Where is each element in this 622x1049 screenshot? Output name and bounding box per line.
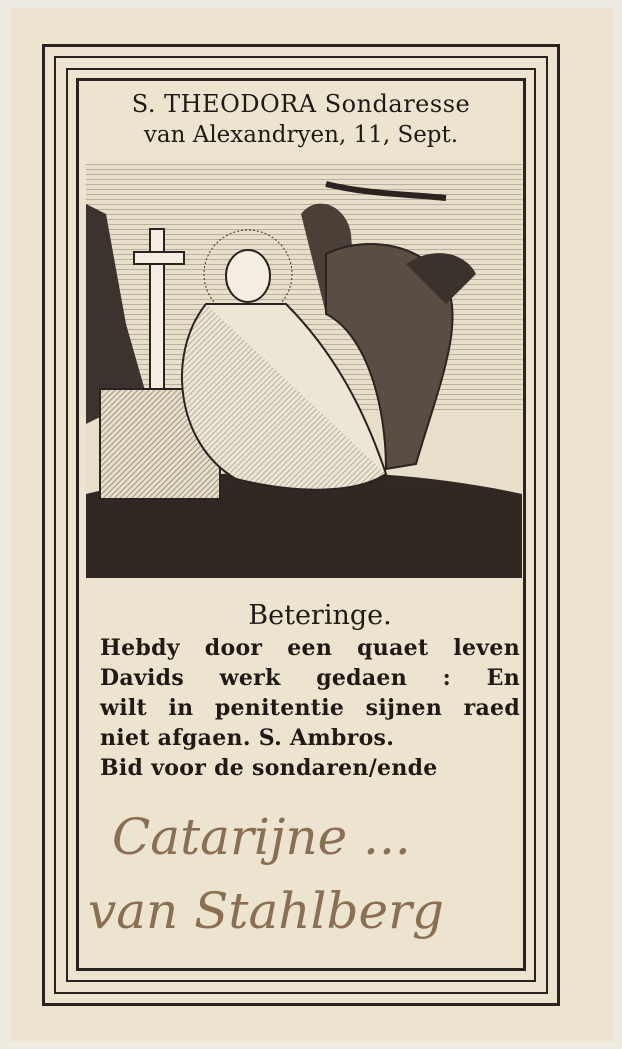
verse-line: Davids werk gedaen : En xyxy=(100,665,520,691)
handwritten-name-line-2: van Stahlberg xyxy=(88,882,445,940)
title-line-1: S. THEODORA Sondaresse xyxy=(131,90,471,118)
handwritten-name-line-1: Catarijne ... xyxy=(112,808,411,866)
verse-line: Bid voor de sondaren/ende xyxy=(100,755,438,781)
title-line-2: van Alexandryen, 11, Sept. xyxy=(143,122,459,148)
verse-line: niet afgaen. S. Ambros. xyxy=(100,725,395,751)
verse-line: wilt in penitentie sijnen raed xyxy=(100,695,520,721)
verse-block xyxy=(100,600,520,781)
verse-line: Hebdy door een quaet leven xyxy=(100,635,520,661)
title-panel xyxy=(86,86,516,158)
engraving-illustration xyxy=(86,164,522,578)
verse-heading: Beteringe. xyxy=(248,600,392,631)
